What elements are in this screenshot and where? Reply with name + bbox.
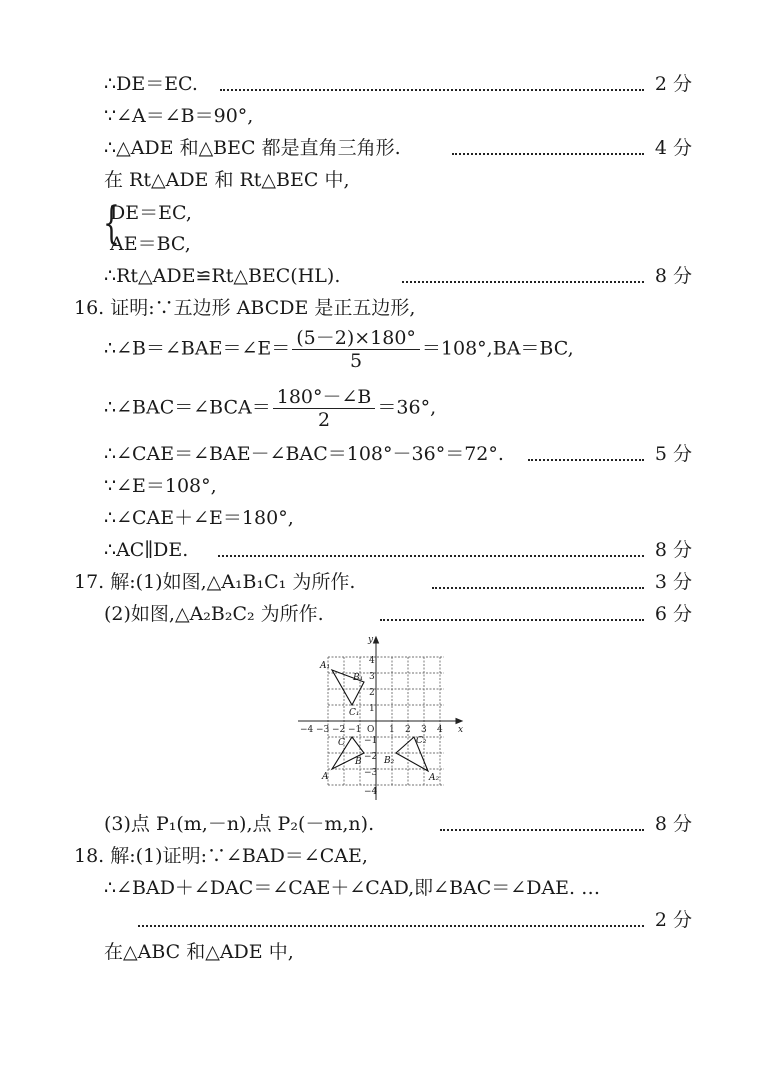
y-tick: −3	[364, 768, 378, 778]
line-21	[104, 939, 294, 965]
fraction	[292, 327, 420, 372]
leader-dots	[220, 89, 644, 91]
leader-dots	[218, 555, 644, 557]
line-text: 17. 解:(1)如图,△A₁B₁C₁ 为所作.	[74, 571, 356, 593]
line-1	[104, 71, 198, 97]
y-tick: 2	[369, 688, 375, 698]
fraction-numerator: 180°－∠B	[273, 386, 376, 409]
score: 2 分	[654, 909, 692, 931]
line-text: DE＝EC,	[110, 202, 192, 224]
line-text: ∴∠B＝∠BAE＝∠E＝	[104, 337, 291, 360]
brace-icon: {	[103, 198, 120, 249]
line-10	[104, 386, 436, 431]
point-label-a: A	[322, 772, 329, 782]
x-tick: −4	[300, 725, 314, 735]
leader-dots	[138, 925, 644, 927]
y-tick: −1	[364, 736, 378, 746]
line-17	[104, 811, 374, 837]
origin-label: O	[367, 725, 375, 735]
line-text: ∴AC∥DE.	[104, 539, 189, 561]
line-5	[110, 200, 192, 226]
point-label-a2: A₂	[429, 773, 440, 783]
score: 3 分	[654, 571, 692, 593]
x-tick: 1	[389, 725, 395, 735]
line-19	[104, 875, 600, 901]
score: 8 分	[654, 813, 692, 835]
fraction-denominator: 5	[350, 350, 363, 372]
point-label-b: B	[355, 757, 362, 767]
x-tick: −1	[348, 725, 362, 735]
line-text: (2)如图,△A₂B₂C₂ 为所作.	[104, 603, 324, 625]
x-tick: −2	[332, 725, 346, 735]
line-text: ∴∠CAE＝∠BAE－∠BAC＝108°－36°＝72°.	[104, 443, 504, 465]
line-8	[74, 295, 415, 321]
fraction-numerator: (5－2)×180°	[292, 327, 420, 350]
line-text: 在△ABC 和△ADE 中,	[104, 941, 294, 963]
line-13	[104, 505, 294, 531]
line-6	[110, 231, 191, 257]
leader-dots	[432, 587, 644, 589]
line-2	[104, 103, 253, 129]
line-text: ∴△ADE 和△BEC 都是直角三角形.	[104, 137, 401, 159]
line-15	[74, 569, 355, 595]
x-axis-label: x	[458, 725, 464, 735]
fraction-denominator: 2	[318, 409, 331, 431]
fraction	[273, 386, 376, 431]
y-tick: 3	[369, 672, 375, 682]
point-label-c1: C₁	[349, 708, 360, 718]
y-axis-label: y	[368, 635, 374, 645]
x-tick: 2	[405, 725, 411, 735]
line-9	[104, 327, 574, 372]
score: 4 分	[654, 137, 692, 159]
line-14	[104, 537, 188, 563]
point-label-a1: A₁	[320, 661, 331, 671]
line-text: ＝36°,	[377, 396, 437, 419]
line-3	[104, 135, 401, 161]
line-text: ∵∠A＝∠B＝90°,	[104, 105, 254, 127]
point-label-b1: B₁	[353, 673, 364, 683]
y-tick: −2	[364, 752, 378, 762]
line-text: ＝108°,BA＝BC,	[421, 337, 574, 360]
line-text: 18. 解:(1)证明:∵∠BAD＝∠CAE,	[74, 845, 368, 867]
line-4	[104, 167, 350, 193]
leader-dots	[528, 459, 644, 461]
line-7	[104, 263, 340, 289]
line-18	[74, 843, 368, 869]
x-tick: −3	[316, 725, 330, 735]
point-label-c2: C₂	[416, 736, 427, 746]
x-tick: 4	[437, 725, 443, 735]
score: 8 分	[654, 265, 692, 287]
y-tick: −4	[364, 787, 378, 797]
line-text: ∵∠E＝108°,	[104, 475, 217, 497]
y-tick: 1	[369, 704, 375, 714]
leader-dots	[402, 281, 644, 283]
line-text: 在 Rt△ADE 和 Rt△BEC 中,	[104, 169, 350, 191]
score: 5 分	[654, 443, 692, 465]
line-text: (3)点 P₁(m,－n),点 P₂(－m,n).	[104, 813, 375, 835]
line-text: ∴DE＝EC.	[104, 73, 198, 95]
line-text: ∴Rt△ADE≌Rt△BEC(HL).	[104, 265, 341, 287]
score: 6 分	[654, 603, 692, 625]
score: 8 分	[654, 539, 692, 561]
line-text: AE＝BC,	[110, 233, 191, 255]
coordinate-graph	[298, 632, 468, 802]
line-16	[104, 601, 324, 627]
x-tick: 3	[421, 725, 427, 735]
leader-dots	[440, 829, 644, 831]
score: 2 分	[654, 73, 692, 95]
line-text: ∴∠BAC＝∠BCA＝	[104, 396, 271, 419]
y-tick: 4	[369, 656, 375, 666]
line-11	[104, 441, 504, 467]
line-12	[104, 473, 217, 499]
point-label-b2: B₂	[384, 756, 395, 766]
line-text: ∴∠BAD＋∠DAC＝∠CAE＋∠CAD,即∠BAC＝∠DAE. …	[104, 877, 601, 899]
leader-dots	[380, 619, 644, 621]
point-label-c: C	[338, 738, 345, 748]
leader-dots	[452, 153, 644, 155]
line-text: 16. 证明:∵五边形 ABCDE 是正五边形,	[74, 297, 416, 319]
line-text: ∴∠CAE＋∠E＝180°,	[104, 507, 294, 529]
